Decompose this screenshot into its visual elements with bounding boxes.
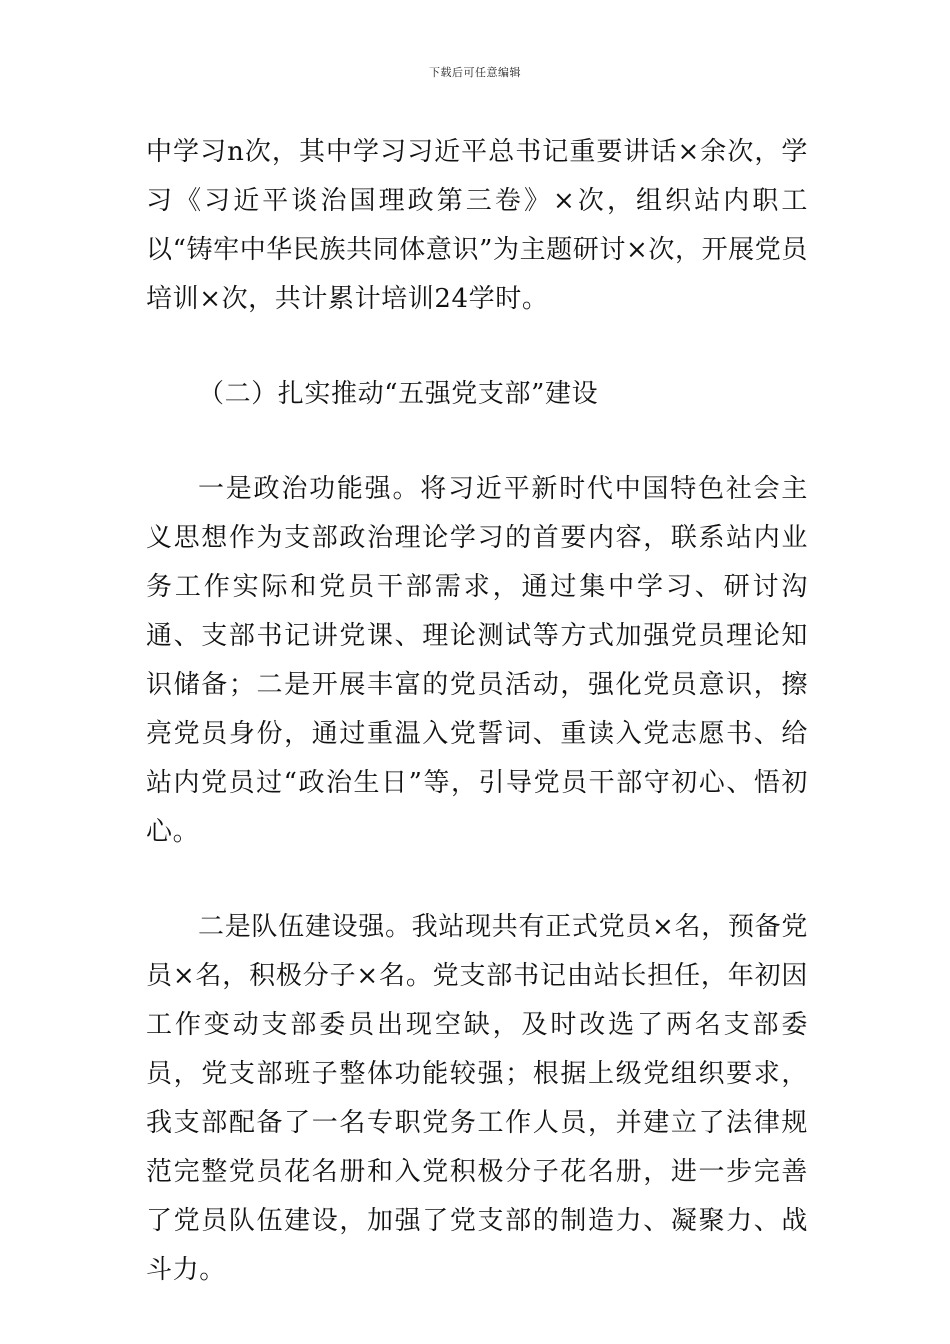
page-header-note: 下载后可任意编辑 [429,66,521,79]
document-body [146,128,808,1295]
paragraph-gap [146,419,808,465]
paragraph-gap [146,324,808,370]
paragraph-team-building: 二是队伍建设强。我站现共有正式党员×名，预备党员×名，积极分子×名。党支部书记由站长担任，年初因工作变动支部委员出现空缺，及时改选了两名支部委员，党支部班子整体功能较强；根据上级党组织要求，我支部配备了一名专职党务工作人员，并建立了法律规范完整党员花名册和入党积极分子花名册，进一步完善了党员队伍建设，加强了党支部的制造力、凝聚力、战斗力。 [146,912,808,1285]
paragraph-gap [146,857,808,903]
section-heading: （二）扎实推动“五强党支部”建设 [198,379,599,409]
paragraph-political-function: 一是政治功能强。将习近平新时代中国特色社会主义思想作为支部政治理论学习的首要内容，联系站内业务工作实际和党员干部需求，通过集中学习、研讨沟通、支部书记讲党课、理论测试等方式加强党员理论知识储备；二是开展丰富的党员活动，强化党员意识，擦亮党员身份，通过重温入党誓词、重读入党志愿书、给站内党员过“政治生日”等，引导党员干部守初心、悟初心。 [146,474,808,847]
paragraph-study-summary: 中学习n次，其中学习习近平总书记重要讲话×余次，学习《习近平谈治国理政第三卷》×次，组织站内职工以“铸牢中华民族共同体意识”为主题研讨×次，开展党员培训×次，共计累计培训24学时。 [146,137,808,314]
